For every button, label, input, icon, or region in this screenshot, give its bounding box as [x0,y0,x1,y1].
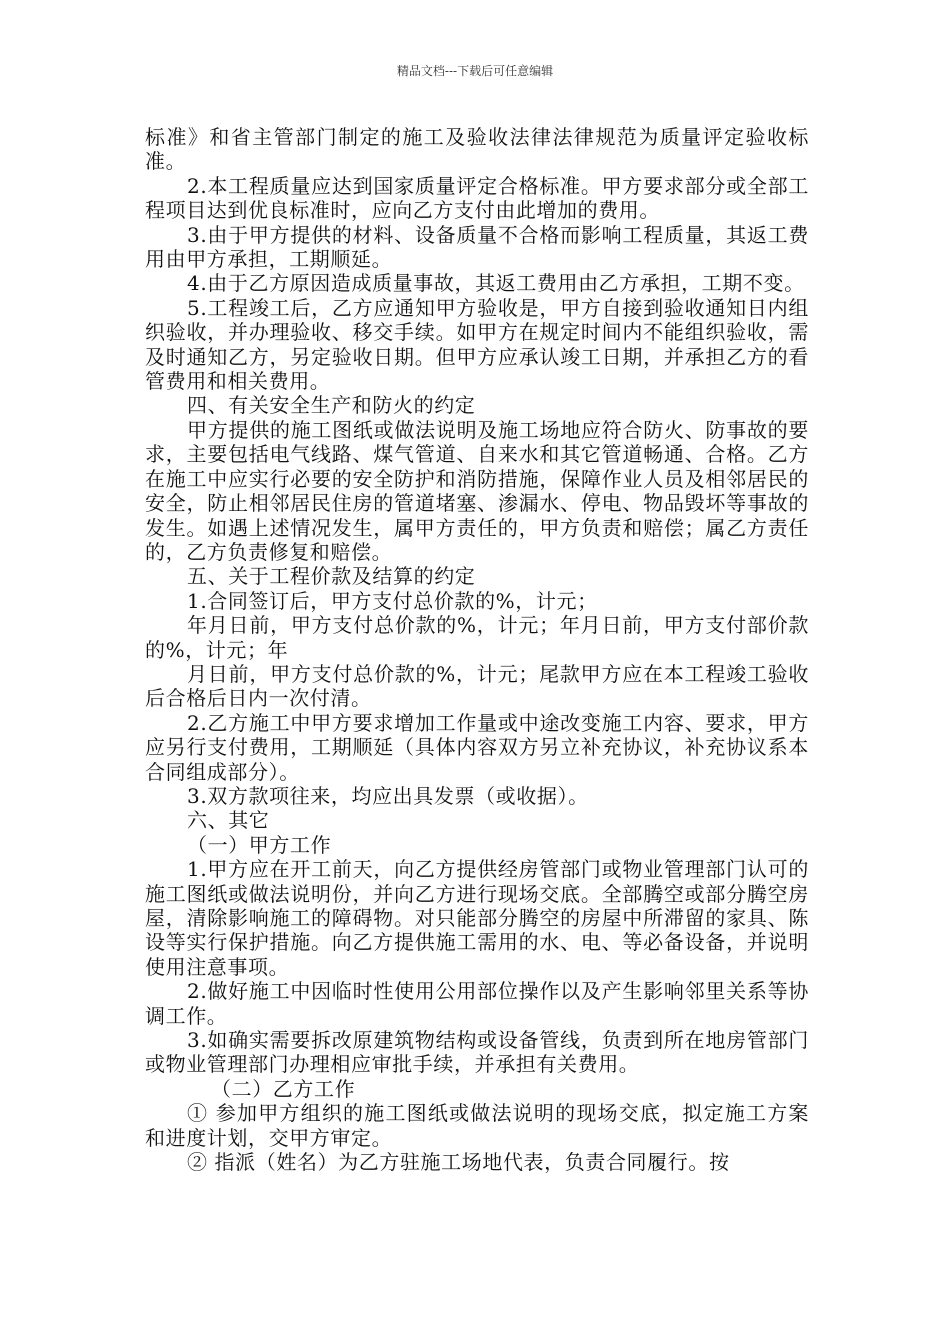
section-heading: 五、关于工程价款及结算的约定 [187,564,476,589]
paragraph: 年月日前，甲方支付总价款的%，计元；年月日前，甲方支付部价款的%，计元；年 [145,613,809,662]
paragraph: 3.由于甲方提供的材料、设备质量不合格而影响工程质量，其返工费用由甲方承担，工期顺延。 [145,222,809,272]
subsection-heading: （一）甲方工作 [187,832,332,857]
paragraph: 1.合同签订后，甲方支付总价款的%，计元； [187,588,598,613]
paragraph: 2.本工程质量应达到国家质量评定合格标准。甲方要求部分或全部工程项目达到优良标准时，应向乙方支付由此增加的费用。 [145,173,809,223]
section-heading: 六、其它 [187,808,270,833]
paragraph: 2.乙方施工中甲方要求增加工作量或中途改变施工内容、要求，甲方应另行支付费用，工期顺延（具体内容双方另立补充协议，补充协议系本合同组成部分）。 [145,710,809,784]
paragraph: 甲方提供的施工图纸或做法说明及施工场地应符合防火、防事故的要求，主要包括电气线路、煤气管道、自来水和其它管道畅通、合格。乙方在施工中应实行必要的安全防护和消防措施，保障作业人员及相邻居民的安全，防止相邻居民住房的管道堵塞、渗漏水、停电、物品毁坏等事故的发生。如遇上述情况发生，属甲方责任的，甲方负责和赔偿；属乙方责任的，乙方负责修复和赔偿。 [145,417,809,564]
paragraph: 2.做好施工中因临时性使用公用部位操作以及产生影响邻里关系等协调工作。 [145,979,809,1028]
paragraph: 4.由于乙方原因造成质量事故，其返工费用由乙方承担，工期不变。 [187,271,805,296]
paragraph: 月日前，甲方支付总价款的%，计元；尾款甲方应在本工程竣工验收后合格后日内一次付清。 [145,661,809,711]
subsection-heading: （二）乙方工作 [211,1076,356,1101]
paragraph: ① 参加甲方组织的施工图纸或做法说明的现场交底，拟定施工方案和进度计划，交甲方审定。 [145,1101,809,1150]
paragraph: 5.工程竣工后，乙方应通知甲方验收是，甲方自接到验收通知日内组织验收，并办理验收、移交手续。如甲方在规定时间内不能组织验收，需及时通知乙方，另定验收日期。但甲方应承认竣工日期，并承担乙方的看管费用和相关费用。 [145,295,809,394]
paragraph: 标准》和省主管部门制定的施工及验收法律法律规范为质量评定验收标准。 [145,125,809,174]
page-header: 精品文档---下载后可任意编辑 [396,64,554,78]
paragraph: 1.甲方应在开工前天，向乙方提供经房管部门或物业管理部门认可的施工图纸或做法说明份，并向乙方进行现场交底。全部腾空或部分腾空房屋，清除影响施工的障碍物。对只能部分腾空的房屋中所滞留的家具、陈设等实行保护措施。向乙方提供施工需用的水、电、等必备设备，并说明使用注意事项。 [145,857,809,979]
paragraph: 3.双方款项往来，均应出具发票（或收据）。 [187,783,589,808]
document-body [145,125,809,1174]
section-heading: 四、有关安全生产和防火的约定 [187,393,476,418]
paragraph: 3.如确实需要拆改原建筑物结构或设备管线，负责到所在地房管部门或物业管理部门办理相应审批手续，并承担有关费用。 [145,1028,809,1077]
paragraph: ② 指派（姓名）为乙方驻施工场地代表，负责合同履行。按 [187,1150,730,1175]
